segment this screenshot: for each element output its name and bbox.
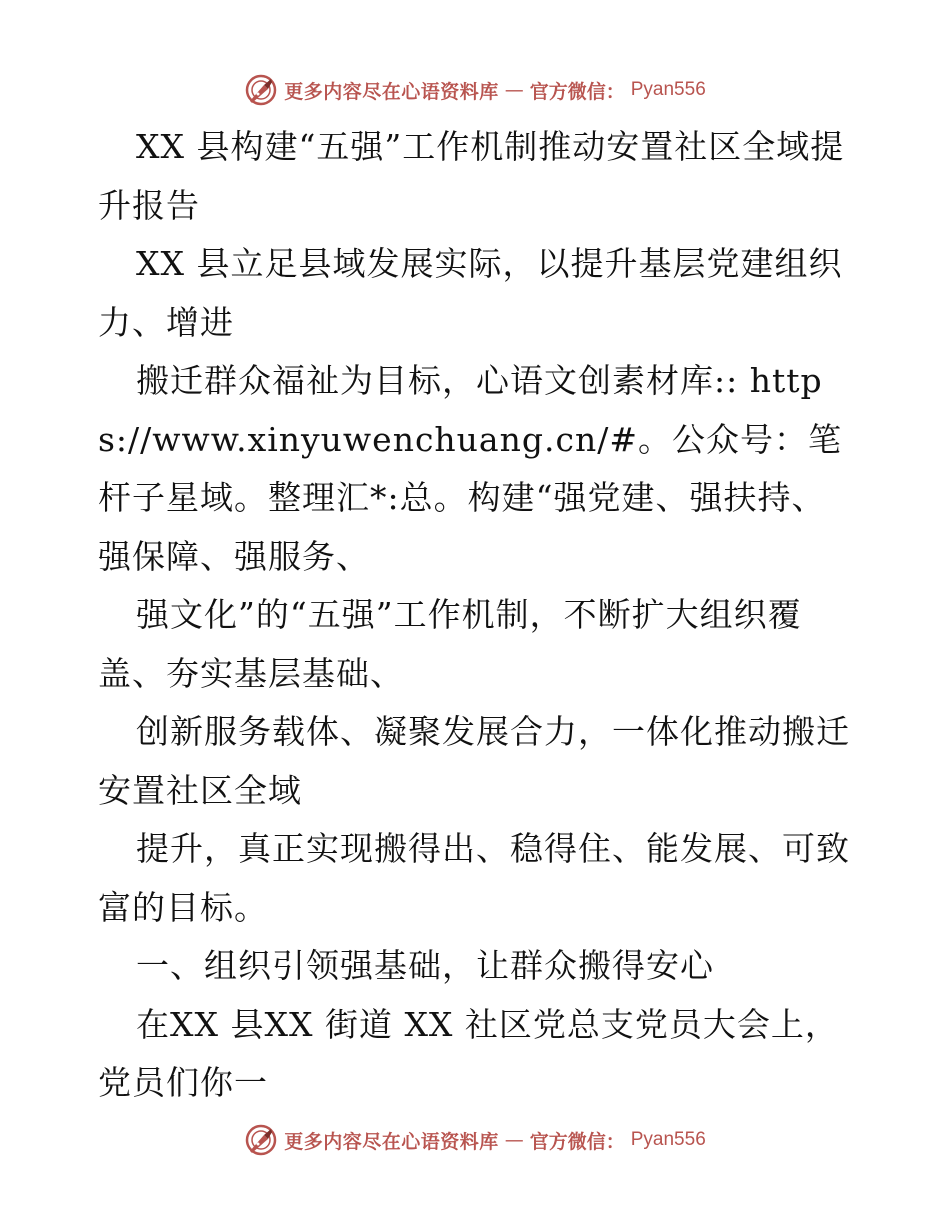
document-body (98, 118, 858, 1113)
paragraph: 搬迁群众福祉为目标，心语文创素材库:: https://www.xinyuwenchuang.cn/#。公众号：笔杆子星域。整理汇*:总。构建“强党建、强扶持、强保障、强服务、 (98, 361, 842, 576)
footer-banner (0, 1120, 950, 1160)
paragraph: 创新服务载体、凝聚发展合力，一体化推动搬迁安置社区全域 (98, 712, 850, 810)
banner-dash: — (504, 1129, 524, 1151)
paragraph: 在XX 县XX 街道 XX 社区党总支党员大会上，党员们你一 (98, 1004, 839, 1102)
pen-nib-logo-icon (244, 73, 278, 107)
banner-contact-label: 官方微信： (529, 80, 625, 103)
section-heading: 一、组织引领强基础，让群众搬得安心 (136, 946, 714, 985)
paragraph: 提升，真正实现搬得出、稳得住、能发展、可致富的目标。 (98, 829, 850, 927)
banner-contact-label: 官方微信： (529, 1130, 625, 1153)
banner-title: 更多内容尽在心语资料库 (284, 1130, 499, 1153)
banner-dash: — (504, 79, 524, 101)
paragraph: 强文化”的“五强”工作机制，不断扩大组织覆盖、夯实基层基础、 (98, 595, 802, 693)
pen-nib-logo-icon (244, 1123, 278, 1157)
banner-contact-id: Pyan556 (630, 1129, 706, 1150)
document-title: XX 县构建“五强”工作机制推动安置社区全域提升报告 (98, 127, 845, 225)
banner-contact-id: Pyan556 (630, 79, 706, 100)
header-banner (0, 70, 950, 110)
paragraph: XX 县立足县域发展实际，以提升基层党建组织力、增进 (98, 244, 843, 342)
banner-title: 更多内容尽在心语资料库 (284, 80, 499, 103)
